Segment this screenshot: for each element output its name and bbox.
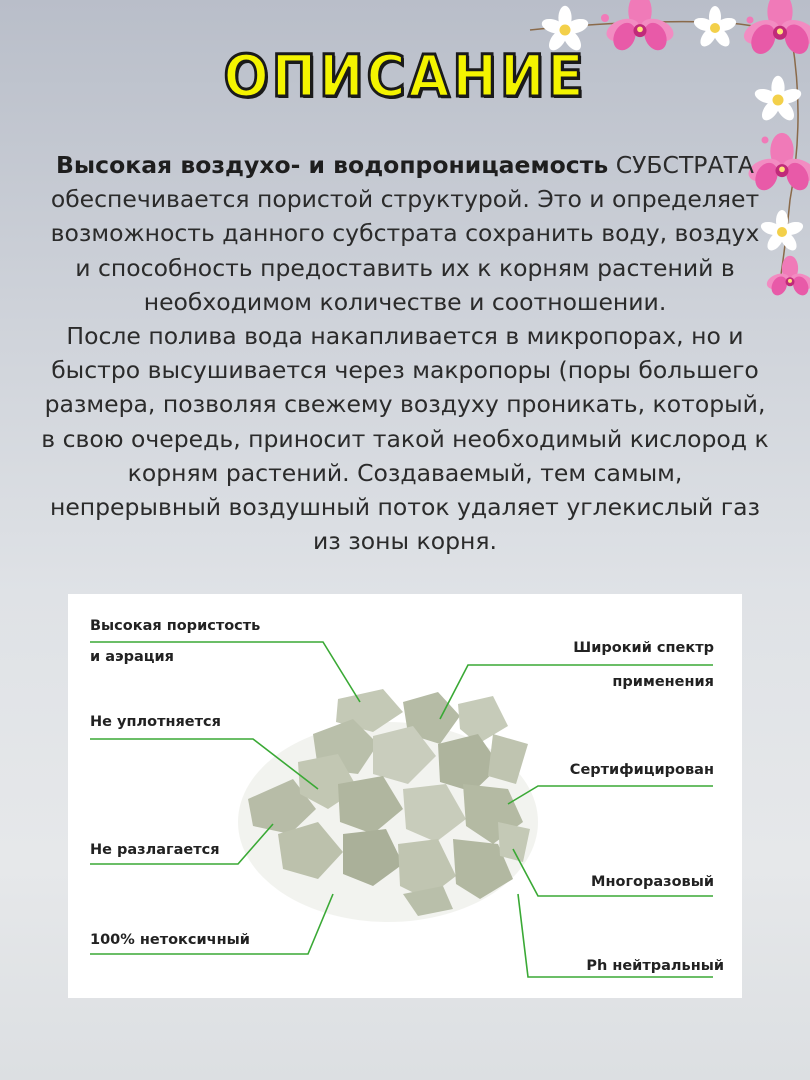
- feature-no-compaction: Не уплотняется: [90, 714, 221, 730]
- stones-image: [238, 689, 538, 922]
- features-panel: [68, 594, 742, 998]
- feature-no-decomposition: Не разлагается: [90, 842, 220, 858]
- feature-wide-range-line2: применения: [612, 674, 714, 690]
- feature-wide-range-line1: Широкий спектр: [573, 640, 714, 656]
- orchid-flower-icon: [765, 256, 810, 298]
- feature-ph-neutral: Ph нейтральный: [586, 958, 724, 974]
- feature-reusable: Многоразовый: [591, 874, 714, 890]
- feature-non-toxic: 100% нетоксичный: [90, 932, 250, 948]
- feature-porosity-line1: Высокая пористость: [90, 618, 261, 634]
- description-bold-lead: Высокая воздухо- и водопроницаемость: [56, 151, 609, 179]
- page-title: ОПИСАНИЕ: [223, 42, 587, 110]
- description-text: [40, 148, 770, 558]
- description-paragraph-2: После полива вода накапливается в микропорах, но и быстро высушивается через макропоры (поры большего размера, позволяя свежему воздуху проникать, который, в свою очередь, приносит такой необходимый кислород к корням растений. Создаваемый, тем самым, непрерывный воздушный поток удаляет углекислый газ из зоны корня.: [41, 322, 769, 556]
- description-paragraph-1: СУБСТРАТА обеспечивается пористой структурой. Это и определяет возможность данного субстрата сохранить воду, воздух и способность предоставить их к корням растений в необходимом количестве и соотношении.: [50, 151, 760, 316]
- feature-certified: Сертифицирован: [569, 762, 714, 778]
- feature-porosity-line2: и аэрация: [90, 649, 174, 665]
